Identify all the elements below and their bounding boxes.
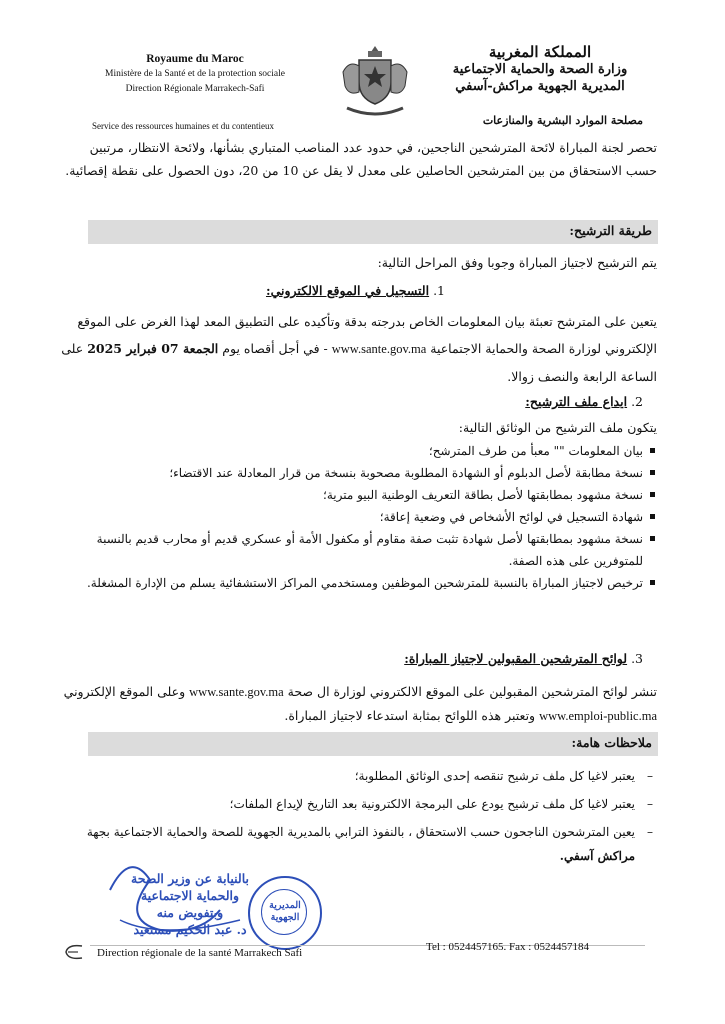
signature-line-2: والحماية الاجتماعية bbox=[140, 888, 240, 903]
kingdom-fr: Royaume du Maroc bbox=[146, 53, 244, 65]
step2-heading bbox=[525, 394, 643, 409]
header-french bbox=[80, 52, 310, 97]
document-item: نسخة مشهود بمطابقتها لأصل شهادة تثبت صفة مقاوم أو مكفول الأمة أو عسكري قديم أو محارب قديم بالنسبة للمتوفرين على هذه الصفة. bbox=[57, 528, 657, 572]
documents-list bbox=[57, 440, 657, 594]
official-stamp-icon bbox=[248, 876, 322, 950]
note-item: – يعتبر لاغيا كل ملف ترشيح يودع على البرمجة الالكترونية بعد التاريخ لإيداع الملفات؛ bbox=[57, 792, 657, 816]
footer-contact: Tel : 0524457165. Fax : 0524457184 bbox=[426, 941, 590, 953]
step3-website1-link[interactable]: www.sante.gov.ma bbox=[189, 685, 284, 699]
step1-text-2: - في أجل أقصاه يوم bbox=[218, 341, 332, 356]
signature-line-1: بالنيابة عن وزير الصحة bbox=[131, 871, 249, 886]
signature-line-3: وبتفويض منه bbox=[156, 905, 224, 920]
section-candidature-bar bbox=[88, 220, 658, 244]
document-item: شهادة التسجيل في لوائح الأشخاص في وضعية إعاقة؛ bbox=[57, 506, 657, 528]
step1-number: 1. bbox=[433, 283, 445, 298]
signature-block bbox=[100, 860, 270, 950]
stamp-text: المديرية الجهوية bbox=[269, 900, 301, 923]
document-item: بيان المعلومات "" معبأ من طرف المترشح؛ bbox=[57, 440, 657, 462]
step1-website-link[interactable]: www.sante.gov.ma bbox=[331, 342, 427, 356]
step1-heading bbox=[266, 283, 445, 298]
kingdom-ar: المملكة المغربية bbox=[488, 43, 592, 61]
service-ar: مصلحة الموارد البشرية والمنازعات bbox=[482, 114, 643, 127]
intro-paragraph: تحصر لجنة المباراة لائحة المترشحين الناجحين، في حدود عدد المناصب المتباري بشأنها، ولائحة الانتظار، مرتبين حسب الاستحقاق من بين المترشحين الحاصلين على معدل لا يقل عن 10 من 20، دون الحصول على نقطة إقصائية. bbox=[65, 140, 657, 178]
ministry-fr: Ministère de la Santé et de la protection sociale bbox=[105, 69, 285, 79]
step1-paragraph bbox=[57, 308, 657, 390]
step3-number: 3. bbox=[631, 651, 643, 666]
ministry-ar: وزارة الصحة والحماية الاجتماعية bbox=[452, 62, 628, 77]
step1-text-1: يتعين على المترشح تعبئة بيان المعلومات الخاص بدرجته بدقة وتأكيده على التطبيق المعد لهذا الغرض على الموقع الإلكتروني لوزارة الصحة والحماية الاجتماعية bbox=[77, 314, 657, 356]
step2-title: ايداع ملف الترشيح: bbox=[525, 394, 628, 409]
step3-website2-link[interactable]: www.emploi-public.ma bbox=[539, 709, 657, 723]
direction-ar: المديرية الجهوية مراكش-آسفي bbox=[455, 79, 625, 94]
step3-text-1: تنشر لوائح المترشحين المقبولين على الموقع الالكتروني لوزارة ال صحة bbox=[283, 684, 657, 699]
coat-of-arms-icon bbox=[335, 42, 415, 122]
section-candidature-title: طريقة الترشيح: bbox=[569, 223, 652, 238]
document-item: نسخة مشهود بمطابقتها لأصل بطاقة التعريف الوطنية البيو مترية؛ bbox=[57, 484, 657, 506]
section-notes-title: ملاحظات هامة: bbox=[571, 735, 652, 750]
document-item: نسخة مطابقة لأصل الدبلوم أو الشهادة المطلوبة مصحوبة بنسخة من قرار المعادلة عند الاقتضاء؛ bbox=[57, 462, 657, 484]
service-fr: Service des ressources humaines et du contentieux bbox=[92, 121, 274, 131]
footer-logo-icon bbox=[62, 942, 88, 962]
note-item: – يعتبر لاغيا كل ملف ترشيح تنقصه إحدى الوثائق المطلوبة؛ bbox=[57, 764, 657, 788]
step3-text-2: وعلى الموقع الإلكتروني bbox=[63, 684, 190, 699]
step3-text-3: وتعتبر هذه اللوائح بمثابة استدعاء لاجتياز المباراة. bbox=[284, 708, 540, 723]
step2-intro: يتكون ملف الترشيح من الوثائق التالية: bbox=[458, 420, 657, 435]
step1-title: التسجيل في الموقع الالكتروني: bbox=[265, 283, 430, 298]
step3-title: لوائح المترشحين المقبولين لاجتياز المباراة: bbox=[404, 651, 628, 666]
header-arabic bbox=[425, 44, 655, 95]
signature-line-4: د. عبد الحكيم مستعيد bbox=[133, 922, 247, 937]
note-region: مراكش آسفي. bbox=[559, 849, 635, 863]
step1-text-3: على الساعة الرابعة والنصف زوالا. bbox=[61, 341, 657, 384]
section-notes-bar bbox=[88, 732, 658, 756]
step3-heading bbox=[404, 651, 643, 666]
direction-fr: Direction Régionale Marrakech-Safi bbox=[125, 84, 265, 94]
note-item-text: يعين المترشحون الناجحون حسب الاستحقاق ، بالنفوذ الترابي بالمديرية الجهوية للصحة والحماية الاجتماعية بجهة bbox=[86, 825, 635, 839]
step3-paragraph bbox=[57, 680, 657, 728]
candidature-intro: يتم الترشيح لاجتياز المباراة وجوبا وفق المراحل التالية: bbox=[377, 255, 657, 270]
step2-number: 2. bbox=[631, 394, 643, 409]
step1-deadline: الجمعة 07 فبراير 2025 bbox=[87, 341, 219, 356]
notes-list bbox=[57, 764, 657, 872]
footer-direction: Direction régionale de la santé Marrakech Safi bbox=[97, 947, 303, 959]
document-item: ترخيص لاجتياز المباراة بالنسبة للمترشحين الموظفين ومستخدمي المراكز الاستشفائية يسلم من الإدارة المشغلة. bbox=[57, 572, 657, 594]
